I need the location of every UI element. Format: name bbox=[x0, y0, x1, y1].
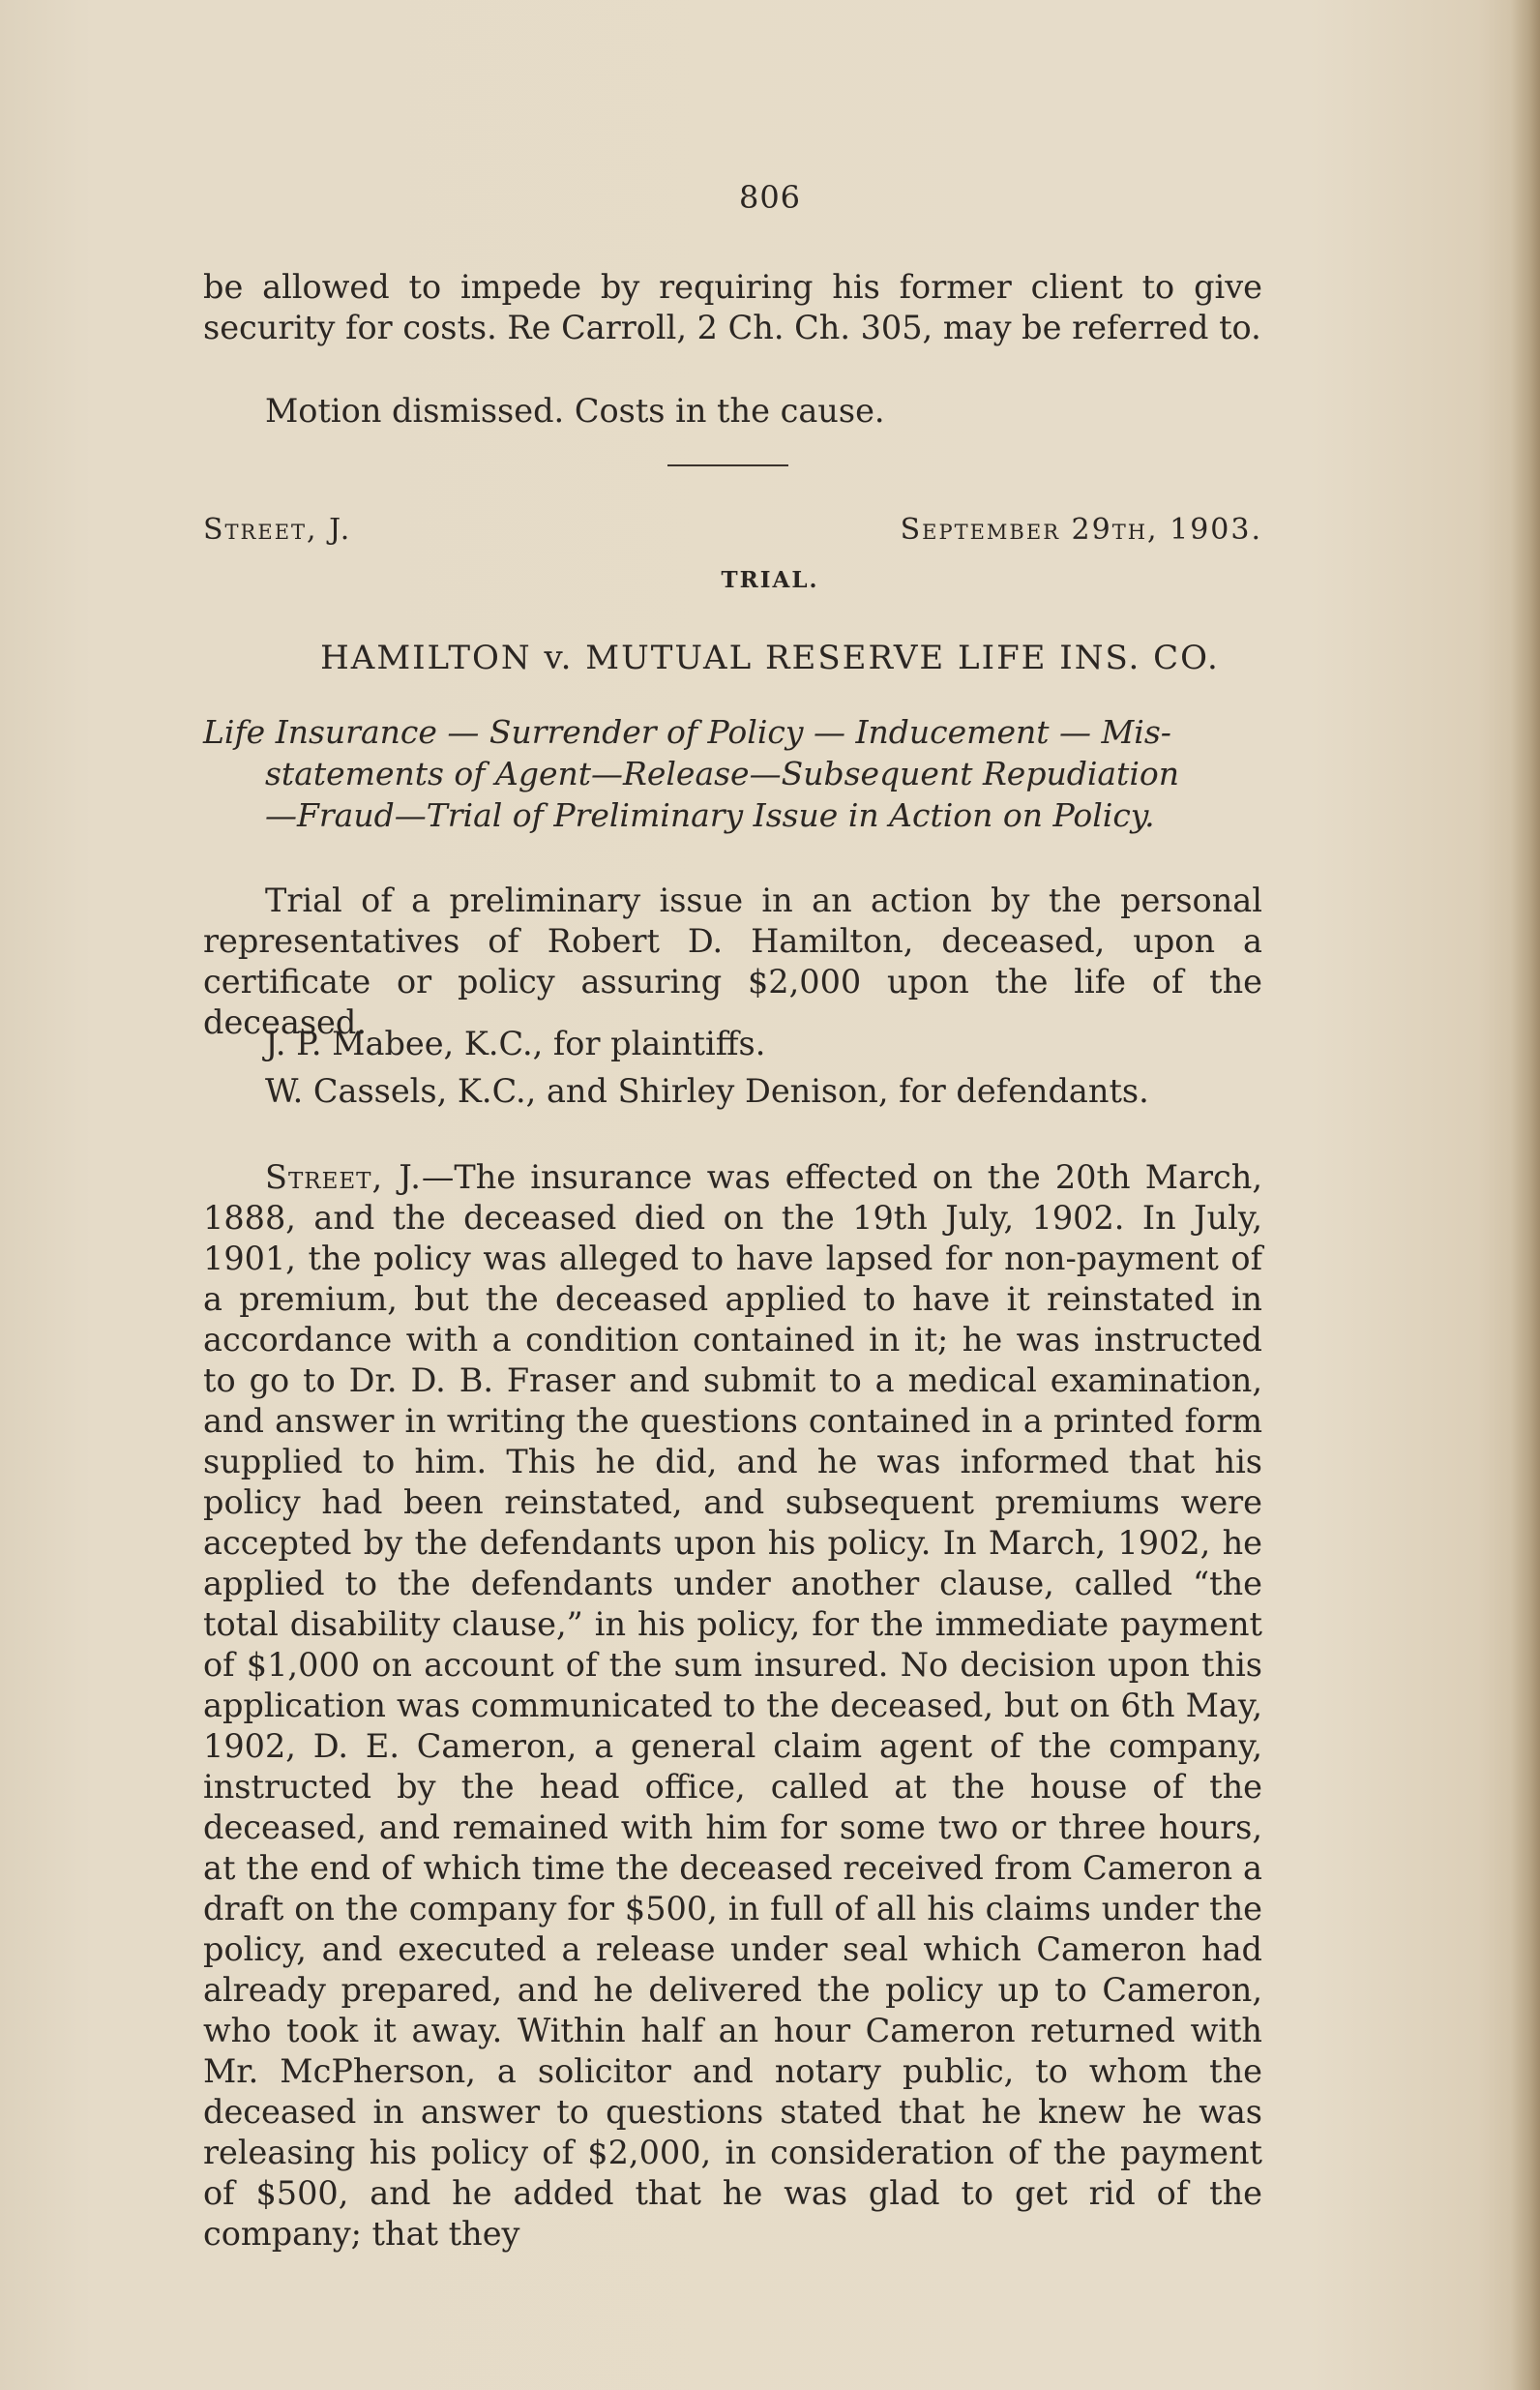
headnote-line-2: statements of Agent—Release—Subsequent Repudiation bbox=[265, 755, 1179, 792]
page-number: 806 bbox=[738, 179, 802, 216]
motion-line: Motion dismissed. Costs in the cause. bbox=[265, 392, 885, 430]
counsel-defendants: W. Cassels, K.C., and Shirley Denison, for defendants. bbox=[265, 1072, 1149, 1110]
judgment-lead: Street, J. bbox=[265, 1158, 422, 1196]
headnote bbox=[203, 711, 1262, 836]
intro-paragraph bbox=[203, 881, 1262, 1043]
trial-label: TRIAL. bbox=[721, 567, 819, 593]
judge-heading: Street, J. bbox=[203, 513, 352, 547]
opening-paragraph bbox=[203, 267, 1262, 348]
counsel-plaintiffs: J. P. Mabee, K.C., for plaintiffs. bbox=[265, 1025, 766, 1062]
headnote-line-1: Life Insurance — Surrender of Policy — Inducement — Mis- bbox=[203, 713, 1171, 751]
date-heading: September 29th, 1903. bbox=[900, 513, 1262, 547]
judgment-paragraph-body bbox=[203, 1157, 1262, 2255]
opening-paragraph-text: be allowed to impede by requiring his former client to give security for costs. Re Carroll, 2 Ch. Ch. 305, may be referred to. bbox=[203, 268, 1262, 346]
section-divider bbox=[667, 464, 788, 466]
headnote-line-3: —Fraud—Trial of Preliminary Issue in Action on Policy. bbox=[265, 796, 1155, 834]
intro-paragraph-text: Trial of a preliminary issue in an action by the personal representatives of Robert D. Hamilton, deceased, upon a certificate or policy assuring $2,000 upon the life of the deceased. bbox=[203, 881, 1262, 1041]
judgment-paragraph bbox=[203, 1157, 1262, 2255]
case-title: HAMILTON v. MUTUAL RESERVE LIFE INS. CO. bbox=[320, 639, 1220, 677]
judgment-text: —The insurance was effected on the 20th March, 1888, and the deceased died on the 19th July, 1902. In July, 1901, the policy was alleged to have lapsed for non-payment of a premium, but the deceased applied to have it reinstated in accordance with a condition contained in it; he was instructed to go to Dr. D. B. Fraser and submit to a medical examination, and answer in writing the questions contained in a printed form supplied to him. This he did, and he was informed that his policy had been reinstated, and subsequent premiums were accepted by the defendants upon his policy. In March, 1902, he applied to the defendants under another clause, called “the total disability clause,” in his policy, for the immediate payment of $1,000 on account of the sum insured. No decision upon this application was communicated to the deceased, but on 6th May, 1902, D. E. Cameron, a general claim agent of the company, instructed by the head office, called at the house of the deceased, and remained with him for some two or three hours, at the end of which time the deceased received from Cameron a draft on the company for $500, in full of all his claims under the policy, and executed a release under seal which Cameron had already prepared, and he delivered the policy up to Cameron, who took it away. Within half an hour Cameron returned with Mr. McPherson, a solicitor and notary public, to whom the deceased in answer to questions stated that he knew he was releasing his policy of $2,000, in consideration of the payment of $500, and he added that he was glad to get rid of the company; that they bbox=[203, 1158, 1262, 2253]
page-edge-shadow bbox=[1511, 0, 1540, 2390]
case-heading-row bbox=[203, 513, 1262, 555]
